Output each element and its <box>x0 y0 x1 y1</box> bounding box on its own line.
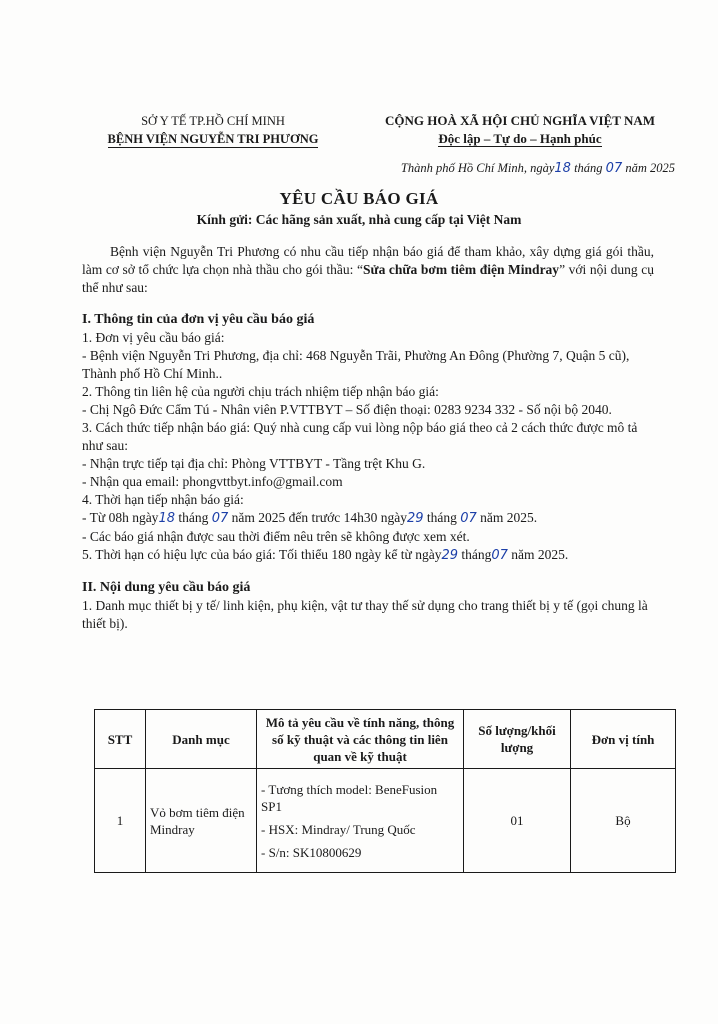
section-1-line: - Chị Ngô Đức Cẩm Tú - Nhân viên P.VTTBYT – Số điện thoại: 0283 9234 332 - Số nội bộ 2040. <box>82 402 612 417</box>
handwritten-month: 07 <box>491 548 508 563</box>
section-2-title: II. Nội dung yêu cầu báo giá <box>82 580 251 595</box>
cell-name: Vỏ bơm tiêm điện Mindray <box>146 769 257 873</box>
handwritten-month: 07 <box>211 511 229 526</box>
handwritten-day: 29 <box>406 511 424 526</box>
date-line: Thành phố Hồ Chí Minh, ngày18 tháng 07 năm 2025 <box>400 161 675 176</box>
cell-desc <box>257 769 464 873</box>
national-title: CỘNG HOÀ XÃ HỘI CHỦ NGHĨA VIỆT NAM <box>384 113 656 128</box>
handwritten-month: 07 <box>605 161 623 176</box>
document-recipient: Kính gửi: Các hãng sản xuất, nhà cung cấp tại Việt Nam <box>196 212 522 227</box>
table-header-row <box>95 710 676 769</box>
section-1-line: - Nhận trực tiếp tại địa chỉ: Phòng VTTBYT - Tầng trệt Khu G. <box>82 456 426 471</box>
deadline-line: - Từ 08h ngày18 tháng 07 năm 2025 đến trước 14h30 ngày29 tháng 07 năm 2025. <box>82 510 538 526</box>
handwritten-day: 29 <box>441 548 458 563</box>
col-header-stt: STT <box>95 710 146 769</box>
col-header-unit: Đơn vị tính <box>571 710 676 769</box>
department-name: SỞ Y TẾ TP.HỒ CHÍ MINH <box>141 114 285 128</box>
col-header-qty: Số lượng/khối lượng <box>464 710 571 769</box>
cell-stt: 1 <box>95 769 146 873</box>
desc-line: - HSX: Mindray/ Trung Quốc <box>261 821 416 837</box>
section-1-line: - Nhận qua email: phongvttbyt.info@gmail.com <box>82 474 343 489</box>
desc-line: - S/n: SK10800629 <box>261 844 362 860</box>
hospital-name: BỆNH VIỆN NGUYỄN TRI PHƯƠNG <box>107 132 319 146</box>
section-1-line: 3. Cách thức tiếp nhận báo giá: Quý nhà cung cấp vui lòng nộp báo giá theo cả 2 cách thức được mô tả như sau: <box>82 420 638 453</box>
national-motto: Độc lập – Tự do – Hạnh phúc <box>438 131 602 146</box>
agency-header <box>78 112 348 148</box>
section-1-line: 4. Thời hạn tiếp nhận báo giá: <box>82 492 244 507</box>
document-title: YÊU CẦU BÁO GIÁ <box>279 189 439 208</box>
cell-unit: Bộ <box>571 769 676 873</box>
handwritten-month: 07 <box>460 511 477 526</box>
document-body <box>82 243 654 633</box>
section-1-line: 1. Đơn vị yêu cầu báo giá: <box>82 330 225 345</box>
national-header <box>360 112 680 148</box>
section-1-title: I. Thông tin của đơn vị yêu cầu báo giá <box>82 312 315 327</box>
table-row <box>95 769 676 873</box>
section-1-line: 2. Thông tin liên hệ của người chịu trách nhiệm tiếp nhận báo giá: <box>82 384 439 399</box>
intro-paragraph: Bệnh viện Nguyễn Tri Phương có nhu cầu tiếp nhận báo giá để tham khảo, xây dựng giá gói thầu, làm cơ sở tổ chức lựa chọn nhà thầu cho gói thầu: “Sửa chữa bơm tiêm điện Mindray” với nội dung cụ thể như sau: <box>82 244 654 295</box>
cell-qty: 01 <box>464 769 571 873</box>
package-name: Sửa chữa bơm tiêm điện Mindray <box>363 262 560 277</box>
section-1-line: - Bệnh viện Nguyễn Tri Phương, địa chỉ: 468 Nguyễn Trãi, Phường An Đông (Phường 7, Quận 5 cũ), Thành phố Hồ Chí Minh.. <box>82 348 630 381</box>
col-header-desc: Mô tả yêu cầu về tính năng, thông số kỹ thuật và các thông tin liên quan về kỹ thuật <box>257 710 464 769</box>
desc-line: - Tương thích model: BeneFusion SP1 <box>261 781 438 814</box>
handwritten-day: 18 <box>554 161 571 176</box>
handwritten-day: 18 <box>158 511 175 526</box>
section-2-line: 1. Danh mục thiết bị y tế/ linh kiện, phụ kiện, vật tư thay thế sử dụng cho trang thiết bị y tế (gọi chung là thiết bị). <box>82 598 648 631</box>
equipment-table <box>94 709 676 873</box>
col-header-name: Danh mục <box>146 710 257 769</box>
section-1-line: - Các báo giá nhận được sau thời điểm nêu trên sẽ không được xem xét. <box>82 529 470 544</box>
validity-line: 5. Thời hạn có hiệu lực của báo giá: Tối thiểu 180 ngày kể từ ngày29 tháng07 năm 2025. <box>82 547 569 563</box>
